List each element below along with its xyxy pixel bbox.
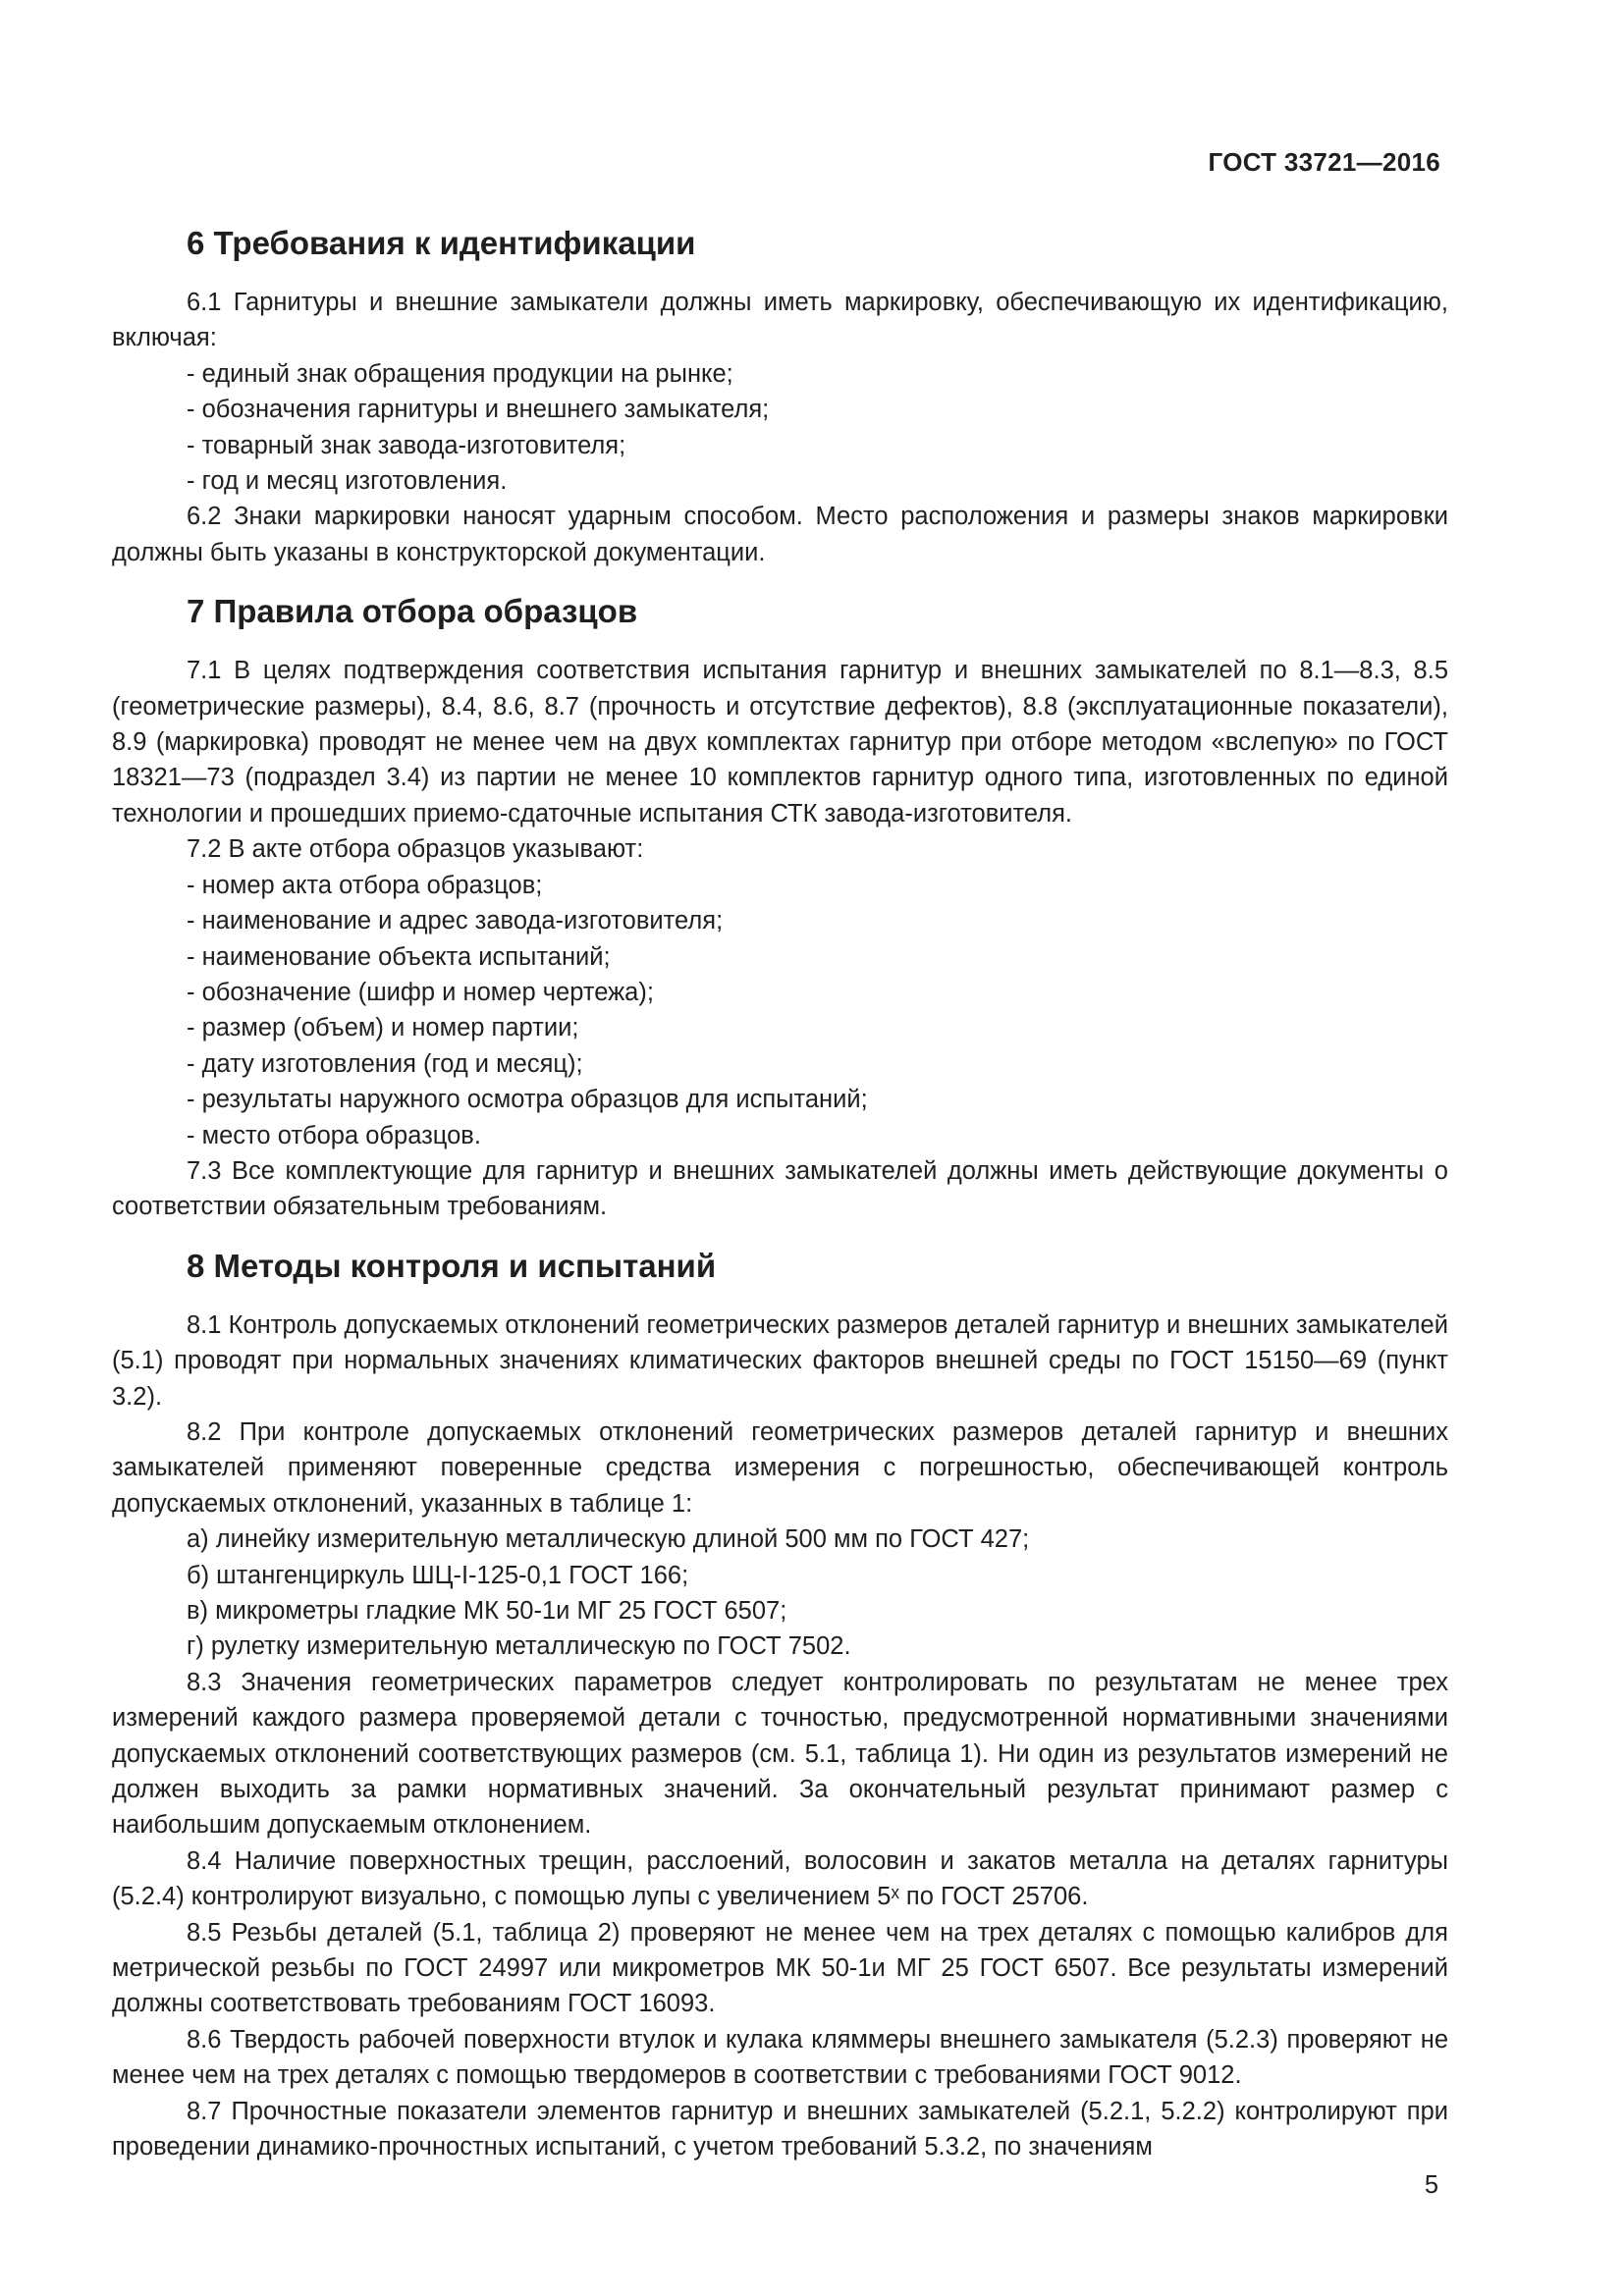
paragraph: 7.1 В целях подтверждения соответствия испытания гарнитур и внешних замыкателей по 8.1—8.3, 8.5 (геометрические размеры), 8.4, 8.6, 8.7 (прочность и отсутствие дефектов), 8.8 (эксплуатационные показатели), 8.9 (маркировка) проводят не менее чем на двух комплектах гарнитур при отборе методом «вслепую» по ГОСТ 18321—73 (подраздел 3.4) из партии не менее 10 комплектов гарнитур одного типа, изготовленных по единой технологии и прошедших приемо-сдаточные испытания СТК завода-изготовителя. bbox=[112, 657, 1448, 828]
list-item: а) линейку измерительную металлическую длиной 500 мм по ГОСТ 427; bbox=[187, 1525, 1030, 1554]
list-item: - единый знак обращения продукции на рынке; bbox=[187, 359, 733, 388]
list-item: - дату изготовления (год и месяц); bbox=[187, 1049, 583, 1078]
paragraph: 8.2 При контроле допускаемых отклонений геометрических размеров деталей гарнитур и внешних замыкателей применяют поверенные средства измерения с погрешностью, обеспечивающей контроль допускаемых отклонений, указанных в таблице 1: bbox=[112, 1417, 1448, 1518]
list-item: г) рулетку измерительную металлическую по ГОСТ 7502. bbox=[187, 1632, 851, 1661]
list-item: - год и месяц изготовления. bbox=[187, 467, 508, 496]
section-heading: 7 Правила отбора образцов bbox=[187, 593, 638, 630]
paragraph: 7.3 Все комплектующие для гарнитур и внешних замыкателей должны иметь действующие документы о соответствии обязательным требованиям. bbox=[112, 1156, 1448, 1221]
paragraph: 8.6 Твердость рабочей поверхности втулок и кулака кляммеры внешнего замыкателя (5.2.3) проверяют не менее чем на трех деталях с помощью твердомеров в соответствии с требованиями ГОСТ 9012. bbox=[112, 2025, 1448, 2090]
paragraph: 8.5 Резьбы деталей (5.1, таблица 2) проверяют не менее чем на трех деталях с помощью калибров для метрической резьбы по ГОСТ 24997 или микрометров МК 50-1и МГ 25 ГОСТ 6507. Все результаты измерений должны соответствовать требованиям ГОСТ 16093. bbox=[112, 1918, 1448, 2018]
list-item: б) штангенциркуль ШЦ-I-125-0,1 ГОСТ 166; bbox=[187, 1561, 689, 1589]
section-heading: 6 Требования к идентификации bbox=[187, 225, 696, 261]
list-item: - товарный знак завода-изготовителя; bbox=[187, 431, 626, 459]
paragraph: 7.2 В акте отбора образцов указывают: bbox=[187, 835, 644, 864]
document-id: ГОСТ 33721—2016 bbox=[1208, 147, 1440, 177]
list-item: в) микрометры гладкие МК 50-1и МГ 25 ГОСТ 6507; bbox=[187, 1597, 787, 1625]
list-item: - обозначения гарнитуры и внешнего замыкателя; bbox=[187, 396, 770, 424]
page-number: 5 bbox=[1424, 2171, 1438, 2199]
list-item: - обозначение (шифр и номер чертежа); bbox=[187, 978, 654, 1006]
paragraph: 8.7 Прочностные показатели элементов гарнитур и внешних замыкателей (5.2.1, 5.2.2) контролируют при проведении динамико-прочностных испытаний, с учетом требований 5.3.2, по значениям bbox=[112, 2097, 1448, 2162]
paragraph: 8.3 Значения геометрических параметров следует контролировать по результатам не менее трех измерений каждого размера проверяемой детали с точностью, предусмотренной нормативными значениями допускаемых отклонений соответствующих размеров (см. 5.1, таблица 1). Ни один из результатов измерений не должен выходить за рамки нормативных значений. За окончательный результат принимают размер с наибольшим допускаемым отклонением. bbox=[112, 1668, 1448, 1840]
paragraph: 6.2 Знаки маркировки наносят ударным способом. Место расположения и размеры знаков маркировки должны быть указаны в конструкторской документации. bbox=[112, 503, 1448, 566]
section-heading: 8 Методы контроля и испытаний bbox=[187, 1247, 717, 1284]
paragraph: 6.1 Гарнитуры и внешние замыкатели должны иметь маркировку, обеспечивающую их идентификацию, включая: bbox=[112, 289, 1448, 352]
document-body bbox=[112, 208, 1448, 2165]
list-item: - место отбора образцов. bbox=[187, 1121, 481, 1149]
paragraph: 8.1 Контроль допускаемых отклонений геометрических размеров деталей гарнитур и внешних замыкателей (5.1) проводят при нормальных значениях климатических факторов внешней среды по ГОСТ 15150—69 (пункт 3.2). bbox=[112, 1310, 1448, 1411]
paragraph: 8.4 Наличие поверхностных трещин, расслоений, волосовин и закатов металла на деталях гарнитуры (5.2.4) контролируют визуально, с помощью лупы с увеличением 5ˣ по ГОСТ 25706. bbox=[112, 1846, 1448, 1911]
list-item: - наименование объекта испытаний; bbox=[187, 942, 611, 971]
list-item: - результаты наружного осмотра образцов для испытаний; bbox=[187, 1086, 868, 1114]
list-item: - номер акта отбора образцов; bbox=[187, 871, 543, 899]
list-item: - наименование и адрес завода-изготовителя; bbox=[187, 907, 724, 935]
list-item: - размер (объем) и номер партии; bbox=[187, 1014, 579, 1042]
